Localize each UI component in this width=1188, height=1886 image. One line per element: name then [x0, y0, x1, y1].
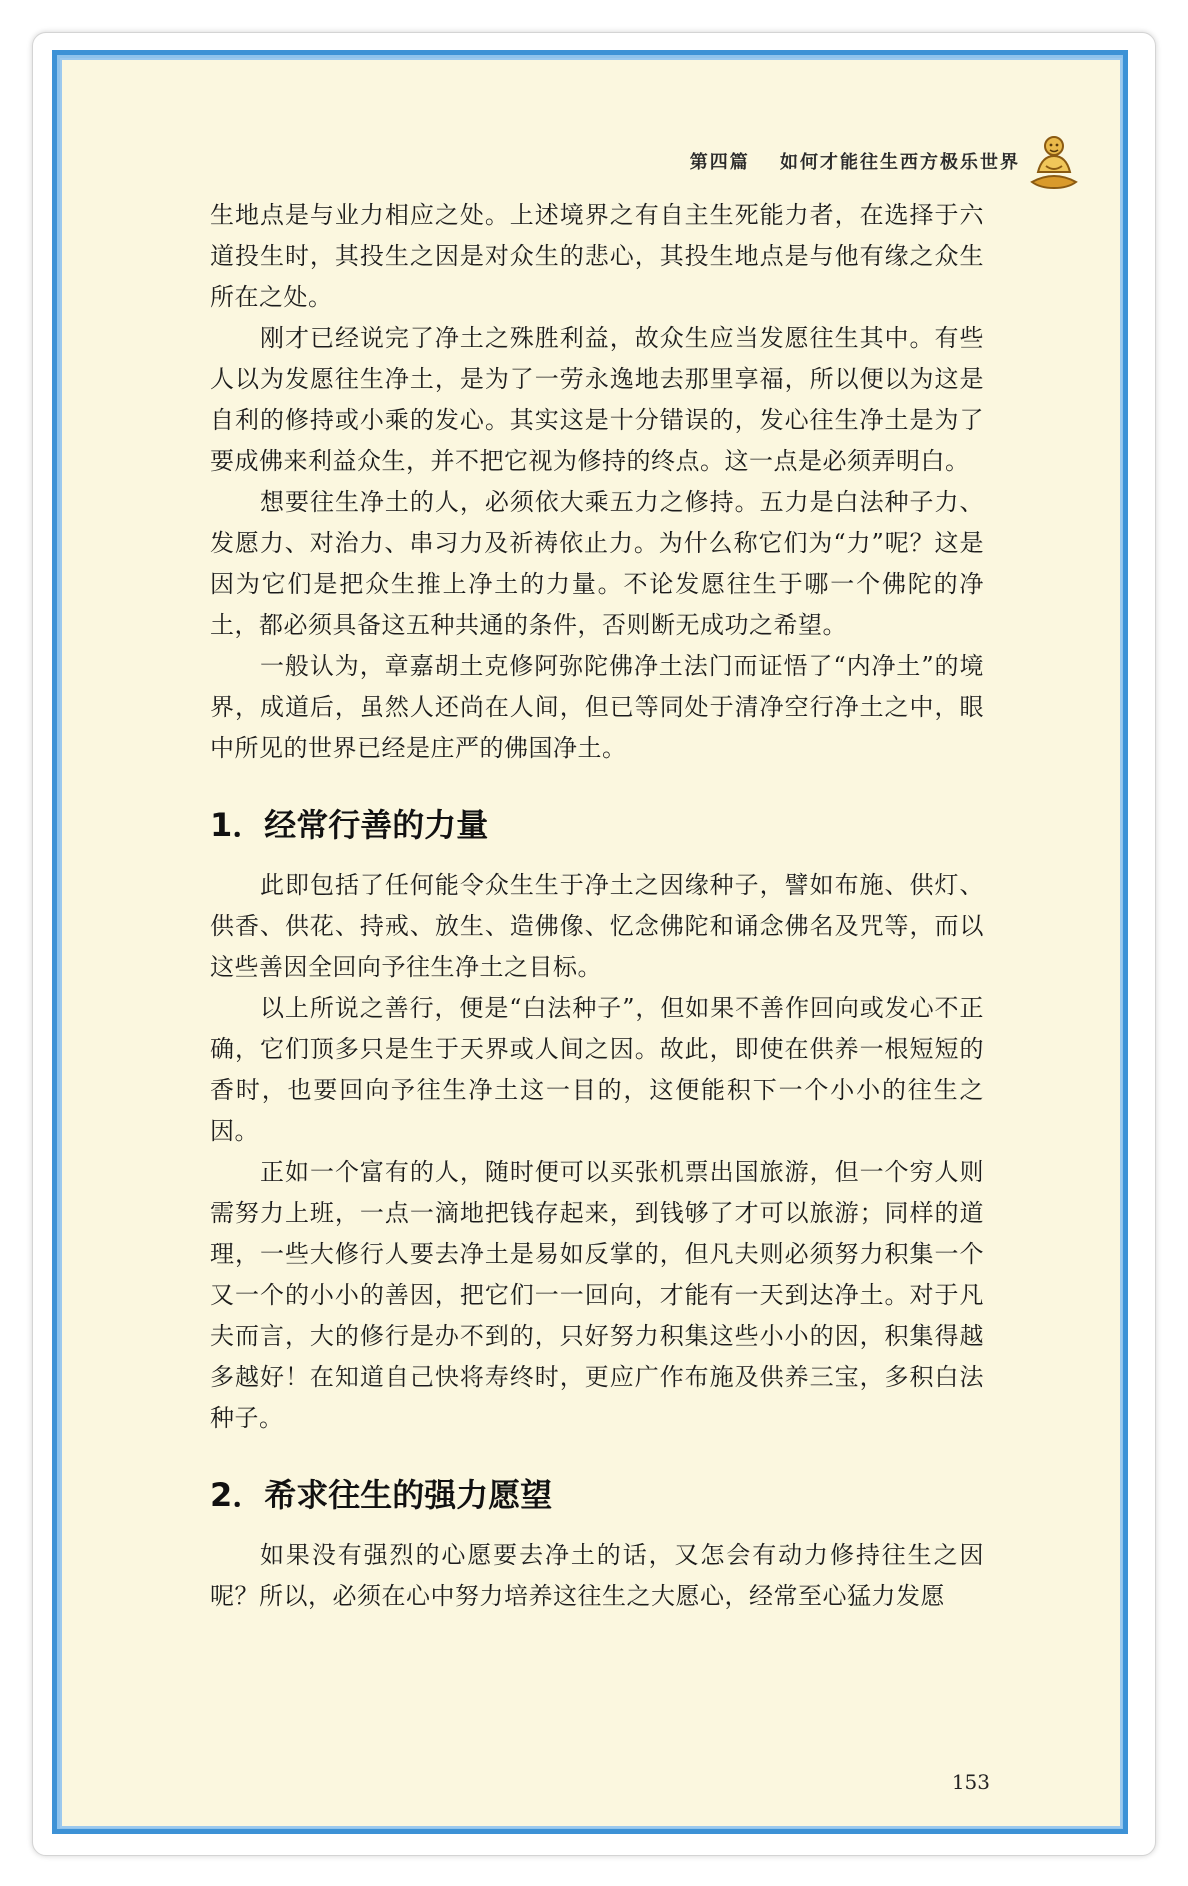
paragraph: 想要往生净土的人，必须依大乘五力之修持。五力是白法种子力、发愿力、对治力、串习力及祈祷依止力。为什么称它们为“力”呢？这是因为它们是把众生推上净土的力量。不论发愿往生于哪一个佛陀的净土，都必须具备这五种共通的条件，否则断无成功之希望。 [210, 488, 984, 639]
book-page [60, 58, 1122, 1828]
page-number: 153 [951, 1770, 990, 1794]
paragraph: 生地点是与业力相应之处。上述境界之有自主生死能力者，在选择于六道投生时，其投生之因是对众生的悲心，其投生地点是与他有缘之众生所在之处。 [210, 201, 984, 311]
paragraph: 刚才已经说完了净土之殊胜利益，故众生应当发愿往生其中。有些人以为发愿往生净土，是为了一劳永逸地去那里享福，所以便以为这是自利的修持或小乘的发心。其实这是十分错误的，发心往生净土是为了要成佛来利益众生，并不把它视为修持的终点。这一点是必须弄明白。 [210, 324, 984, 475]
page-content [210, 195, 984, 1617]
chapter-title: 如何才能往生西方极乐世界 [780, 152, 1020, 173]
paragraph: 如果没有强烈的心愿要去净土的话，又怎会有动力修持往生之因呢？所以，必须在心中努力培养这往生之大愿心，经常至心猛力发愿 [210, 1541, 984, 1610]
section-heading: 2．希求往生的强力愿望 [210, 1476, 553, 1514]
paragraph: 以上所说之善行，便是“白法种子”，但如果不善作回向或发心不正确，它们顶多只是生于天界或人间之因。故此，即使在供养一根短短的香时，也要回向予往生净土这一目的，这便能积下一个小小的往生之因。 [210, 994, 984, 1145]
paragraph: 正如一个富有的人，随时便可以买张机票出国旅游，但一个穷人则需努力上班，一点一滴地把钱存起来，到钱够了才可以旅游；同样的道理，一些大修行人要去净土是易如反掌的，但凡夫则必须努力积集一个又一个的小小的善因，把它们一一回向，才能有一天到达净土。对于凡夫而言，大的修行是办不到的，只好努力积集这些小小的因，积集得越多越好！在知道自己快将寿终时，更应广作布施及供养三宝，多积白法种子。 [210, 1158, 984, 1432]
section-heading: 1．经常行善的力量 [210, 806, 489, 844]
paragraph: 此即包括了任何能令众生生于净土之因缘种子，譬如布施、供灯、供香、供花、持戒、放生、造佛像、忆念佛陀和诵念佛名及咒等，而以这些善因全回向予往生净土之目标。 [210, 871, 984, 981]
paragraph: 一般认为，章嘉胡土克修阿弥陀佛净土法门而证悟了“内净土”的境界，成道后，虽然人还尚在人间，但已等同处于清净空行净土之中，眼中所见的世界已经是庄严的佛国净土。 [210, 652, 984, 762]
part-label: 第四篇 [689, 152, 750, 173]
running-header [690, 148, 1020, 174]
seated-figure-icon [1028, 132, 1080, 190]
